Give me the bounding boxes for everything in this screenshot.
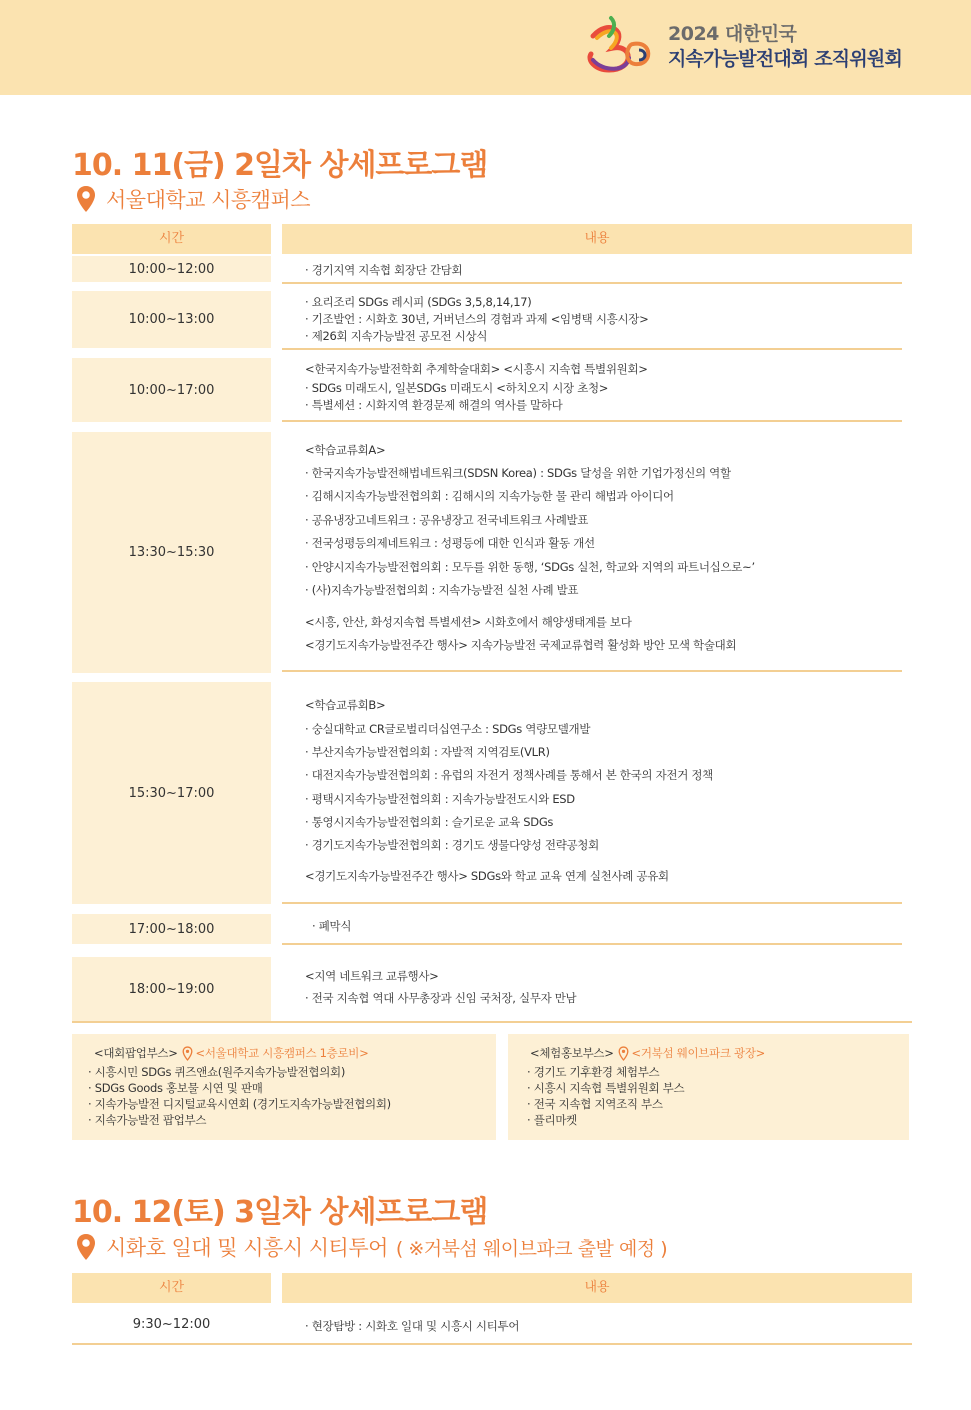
day3-venue-label: 시화호 일대 및 시흥시 시티투어 [106,1236,388,1260]
location-pin-icon [76,185,96,213]
booth-item: · 지속가능발전 디지털교육시연회 (경기도지속가능발전협의회) [88,1097,391,1111]
table-row-time: 10:00~12:00 [72,256,271,282]
table-row-line: <경기도지속가능발전주간 행사> SDGs와 학교 교육 연계 실천사례 공유회 [305,869,669,883]
booth-item: · 경기도 기후환경 체험부스 [527,1065,660,1079]
popup-booth-location: <서울대학교 시흥캠퍼스 1층로비> [195,1046,369,1060]
table-row-time: 9:30~12:00 [72,1308,271,1340]
experience-booth-label: <체험홍보부스> [530,1046,614,1060]
day2-col-content: 내용 [282,224,912,254]
location-pin-icon [182,1046,193,1061]
table-row-line: · 요리조리 SDGs 레시피 (SDGs 3,5,8,14,17) [305,295,532,309]
location-pin-icon [618,1046,629,1061]
table-row-line: <지역 네트워크 교류행사> [305,969,439,983]
day3-venue [76,1232,667,1262]
location-pin-icon [76,1233,96,1261]
row-divider [282,670,902,672]
table-row-line: · 평택시지속가능발전협의회 : 지속가능발전도시와 ESD [305,792,575,806]
table-bottom-divider [72,1343,912,1345]
table-row-line: · 안양시지속가능발전협의회 : 모두를 위한 동행, ‘SDGs 실천, 학교와 지역의 파트너십으로~’ [305,560,755,574]
day2-title: 10. 11(금) 2일차 상세프로그램 [72,148,488,183]
day2-venue-label: 서울대학교 시흥캠퍼스 [106,188,311,212]
table-row-line: · 폐막식 [312,919,352,933]
header-org-name: 지속가능발전대회 조직위원회 [668,48,903,70]
table-row-line: · 기조발언 : 시화호 30년, 거버넌스의 경험과 과제 <임병택 시흥시장> [305,312,649,326]
day3-col-content: 내용 [282,1273,912,1303]
booth-item: · 지속가능발전 팝업부스 [88,1113,207,1127]
30th-anniversary-logo-icon [583,14,655,78]
table-row-line: · 통영시지속가능발전협의회 : 슬기로운 교육 SDGs [305,815,554,829]
day3-col-time: 시간 [72,1273,271,1303]
popup-booth-label: <대회팝업부스> [94,1046,178,1060]
table-row-line: <한국지속가능발전학회 추계학술대회> <시흥시 지속협 특별위원회> [305,362,648,376]
table-row-line: <경기도지속가능발전주간 행사> 지속가능발전 국제교류협력 활성화 방안 모색 학술대회 [305,638,737,652]
table-row-line: · 공유냉장고네트워크 : 공유냉장고 전국네트워크 사례발표 [305,513,589,527]
table-row-time: 18:00~19:00 [72,957,271,1021]
table-row-line: · 현장탐방 : 시화호 일대 및 시흥시 시티투어 [305,1319,520,1333]
table-bottom-divider [72,1021,912,1023]
row-divider [282,282,902,284]
table-row-line: · 제26회 지속가능발전 공모전 시상식 [305,329,488,343]
table-row-time: 13:30~15:30 [72,432,271,673]
row-divider [282,420,902,422]
table-row-line: · 숭실대학교 CR글로벌리더십연구소 : SDGs 역량모델개발 [305,722,591,736]
row-divider [282,902,902,904]
table-row-line: · 전국 지속협 역대 사무총장과 신임 국처장, 실무자 만남 [305,991,577,1005]
experience-booth-heading [530,1045,765,1061]
day2-venue [76,184,310,214]
table-row-time: 10:00~13:00 [72,291,271,348]
table-row-line: <학습교류회A> [305,443,386,457]
popup-booth-heading [94,1045,368,1061]
table-row-line: · 경기도지속가능발전협의회 : 경기도 생물다양성 전략공청회 [305,838,599,852]
table-row-time: 17:00~18:00 [72,914,271,944]
table-row-line: · 전국성평등의제네트워크 : 성평등에 대한 인식과 활동 개선 [305,536,595,550]
table-row-time: 15:30~17:00 [72,682,271,904]
booth-item: · 시흥시 지속협 특별위원회 부스 [527,1081,685,1095]
booth-item: · 시흥시민 SDGs 퀴즈앤쇼(원주지속가능발전협의회) [88,1065,346,1079]
booth-item: · 전국 지속협 지역조직 부스 [527,1097,663,1111]
table-row-line: · (사)지속가능발전협의회 : 지속가능발전 실천 사례 발표 [305,583,579,597]
table-row-line: · 대전지속가능발전협의회 : 유럽의 자전거 정책사례를 통해서 본 한국의 자전거 정책 [305,768,713,782]
booth-item: · SDGs Goods 홍보물 시연 및 판매 [88,1081,263,1095]
row-divider [282,943,902,945]
table-row-line: · 김해시지속가능발전협의회 : 김해시의 지속가능한 물 관리 해법과 아이디어 [305,489,674,503]
booth-item: · 플리마켓 [527,1113,577,1127]
day2-col-time: 시간 [72,224,271,254]
day3-venue-note: ( ※거북섬 웨이브파크 출발 예정 ) [395,1237,668,1260]
table-row-line: · SDGs 미래도시, 일본SDGs 미래도시 <하치오지 시장 초청> [305,381,609,395]
day3-title: 10. 12(토) 3일차 상세프로그램 [72,1195,488,1230]
table-row-line: <시흥, 안산, 화성지속협 특별세션> 시화호에서 해양생태계를 보다 [305,615,632,629]
header-band [0,0,971,95]
table-row-time: 10:00~17:00 [72,358,271,422]
table-row-line: · 부산지속가능발전협의회 : 자발적 지역검토(VLR) [305,745,550,759]
table-row-line: <학습교류회B> [305,698,386,712]
table-row-line: · 한국지속가능발전해법네트워크(SDSN Korea) : SDGs 달성을 위한 기업가정신의 역할 [305,466,731,480]
table-row-line: · 경기지역 지속협 회장단 간담회 [305,263,463,277]
row-divider [282,348,902,350]
experience-booth-location: <거북섬 웨이브파크 광장> [631,1046,766,1060]
header-year-country: 2024 대한민국 [668,23,797,45]
table-row-line: · 특별세션 : 시화지역 환경문제 해결의 역사를 말하다 [305,398,563,412]
